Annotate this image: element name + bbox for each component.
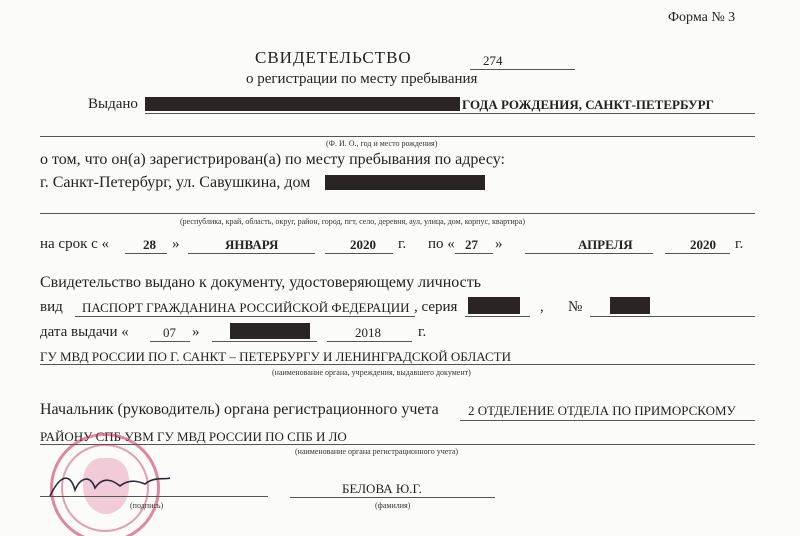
underline — [327, 341, 412, 342]
period-from-label: на срок с « — [40, 236, 110, 252]
authority-line-1: 2 ОТДЕЛЕНИЕ ОТДЕЛА ПО ПРИМОРСКОМУ — [468, 403, 736, 418]
document-subtitle: о регистрации по месту пребывания — [246, 71, 478, 87]
underline — [40, 213, 755, 214]
certificate-number: 274 — [483, 53, 503, 68]
redacted-issue-month — [230, 323, 310, 339]
to-year: 2020 — [690, 237, 716, 252]
caption-authority: (наименование органа регистрационного учета) — [295, 447, 459, 456]
underline — [40, 444, 755, 445]
surname-caption: (фамилия) — [375, 501, 411, 510]
underline — [40, 136, 755, 137]
issued-to-tail: ГОДА РОЖДЕНИЯ, САНКТ-ПЕТЕРБУРГ — [462, 97, 714, 112]
underline — [460, 420, 755, 421]
from-day: 28 — [143, 237, 156, 252]
caption-fio: (Ф. И. О., год и место рождения) — [326, 139, 438, 148]
underline — [455, 253, 493, 254]
year-suffix: г. — [735, 236, 744, 252]
underline — [212, 341, 317, 342]
year-suffix: г. — [418, 324, 427, 340]
quote: » — [192, 324, 200, 340]
redacted-number — [610, 297, 650, 314]
form-number: Форма № 3 — [668, 10, 736, 25]
quote: » — [172, 236, 180, 252]
address: г. Санкт-Петербург, ул. Савушкина, дом — [40, 174, 311, 191]
quote: » — [495, 236, 503, 252]
surname-line — [290, 497, 495, 498]
underline — [590, 316, 755, 317]
caption-issuer: (наименование органа, учреждения, выдавшего документ) — [272, 368, 471, 377]
signature-caption: (подпись) — [130, 501, 164, 510]
doc-kind: ПАСПОРТ ГРАЖДАНИНА РОССИЙСКОЙ ФЕДЕРАЦИИ — [82, 300, 410, 315]
underline — [325, 253, 393, 254]
year-suffix: г. — [398, 236, 407, 252]
underline — [665, 253, 730, 254]
from-month: ЯНВАРЯ — [225, 237, 279, 252]
issue-day: 07 — [163, 325, 176, 340]
redacted-series — [468, 297, 520, 314]
underline — [470, 69, 575, 70]
underline — [525, 253, 653, 254]
issue-year: 2018 — [355, 325, 381, 340]
head-label: Начальник (руководитель) органа регистрационного учета — [40, 401, 439, 418]
doc-issuer: ГУ МВД РОССИИ ПО Г. САНКТ – ПЕТЕРБУРГУ И ЛЕНИНГРАДСКОЙ ОБЛАСТИ — [40, 349, 511, 364]
redacted-address — [325, 175, 485, 190]
series-label: , серия — [414, 299, 458, 315]
registered-text: о том, что он(а) зарегистрирован(а) по месту пребывания по адресу: — [40, 151, 505, 168]
underline — [150, 341, 190, 342]
underline — [465, 316, 530, 317]
underline — [40, 364, 755, 365]
to-day: 27 — [465, 237, 478, 252]
underline — [75, 316, 415, 317]
to-month: АПРЕЛЯ — [578, 237, 633, 252]
number-label: № — [568, 299, 583, 315]
from-year: 2020 — [350, 237, 376, 252]
underline — [145, 113, 755, 114]
issued-to-label: Выдано — [88, 96, 138, 112]
period-to-label: по « — [428, 236, 455, 252]
underline — [188, 253, 315, 254]
comma: , — [540, 299, 544, 315]
signature — [45, 470, 175, 502]
caption-address: (республика, край, область, округ, район, город, пгт, село, деревня, аул, улица, дом, корпус, квартира) — [180, 217, 526, 226]
authority-line-2: РАЙОНУ СПБ УВМ ГУ МВД РОССИИ ПО СПБ И ЛО — [40, 429, 347, 444]
document-text: Свидетельство выдано к документу, удостоверяющему личность — [40, 274, 482, 291]
document-title: СВИДЕТЕЛЬСТВО — [255, 48, 412, 67]
redacted-name — [145, 97, 460, 111]
issue-date-label: дата выдачи « — [40, 324, 129, 340]
doc-kind-label: вид — [40, 299, 63, 315]
signature-line — [40, 496, 268, 497]
official-surname: БЕЛОВА Ю.Г. — [342, 481, 422, 496]
underline — [125, 253, 167, 254]
